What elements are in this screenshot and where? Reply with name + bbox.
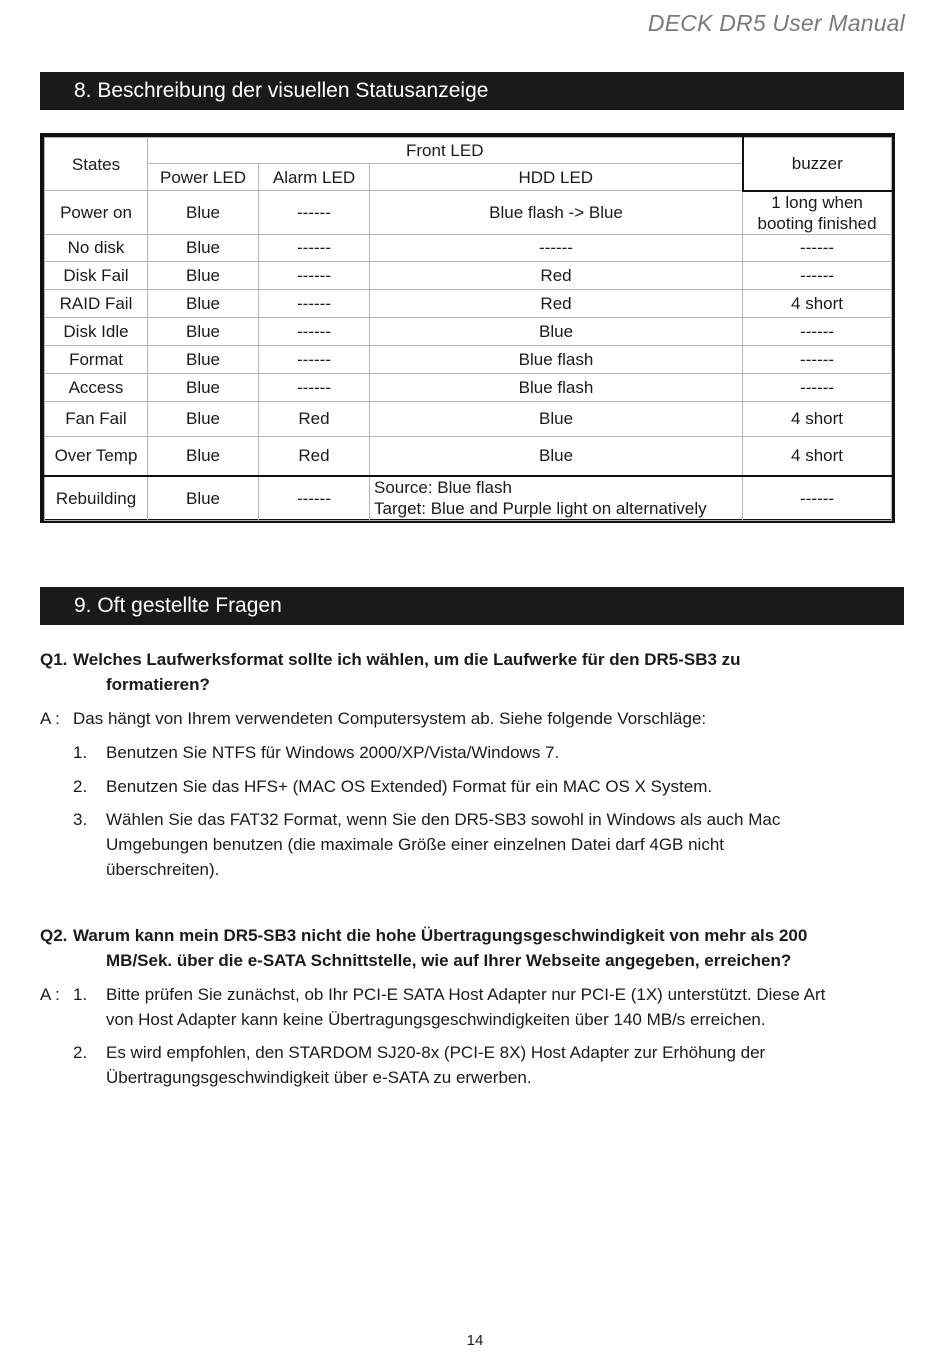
alarm-led-cell: ------ <box>259 317 370 345</box>
item-line-3: überschreiten). <box>106 860 220 879</box>
table-row <box>45 373 892 401</box>
state-cell: Power on <box>45 191 148 235</box>
state-cell: Access <box>45 373 148 401</box>
power-led-cell: Blue <box>148 401 259 436</box>
state-cell: Rebuilding <box>45 476 148 520</box>
question-line-1: Warum kann mein DR5-SB3 nicht die hohe Übertragungsgeschwindigkeit von mehr als 200 <box>73 926 808 945</box>
item-line-1: Bitte prüfen Sie zunächst, ob Ihr PCI-E SATA Host Adapter nur PCI-E (1X) unterstützt. Diese Art <box>106 985 826 1004</box>
alarm-led-cell: Red <box>259 436 370 476</box>
answer-label: A : <box>40 709 60 728</box>
section-8-heading: 8. Beschreibung der visuellen Statusanzeige <box>40 72 904 110</box>
table-row <box>45 191 892 235</box>
item-line-1: Es wird empfohlen, den STARDOM SJ20-8x (PCI-E 8X) Host Adapter zur Erhöhung der <box>106 1043 766 1062</box>
list-item <box>73 982 910 1032</box>
item-line-2: von Host Adapter kann keine Übertragungsgeschwindigkeiten über 140 MB/s erreichen. <box>106 1010 766 1029</box>
table-row <box>45 289 892 317</box>
item-line-2: Umgebungen benutzen (die maximale Größe einer einzelnen Datei darf 4GB nicht <box>106 835 725 854</box>
item-text <box>106 982 910 1032</box>
state-cell: Format <box>45 345 148 373</box>
state-cell: Disk Idle <box>45 317 148 345</box>
table-row <box>45 345 892 373</box>
item-number: 2. <box>73 1043 88 1062</box>
answer <box>40 982 910 1090</box>
list-item <box>73 740 910 765</box>
table-row <box>45 401 892 436</box>
question-text <box>73 923 910 973</box>
table-row <box>45 261 892 289</box>
hdd-led-cell: Red <box>370 261 743 289</box>
power-led-cell: Blue <box>148 234 259 261</box>
item-number: 2. <box>73 777 88 796</box>
buzzer-cell: ------ <box>743 234 892 261</box>
power-led-cell: Blue <box>148 373 259 401</box>
item-text <box>106 807 910 882</box>
question <box>40 647 910 697</box>
table-row <box>45 476 892 520</box>
question-label: Q2. <box>40 926 68 945</box>
power-led-cell: Blue <box>148 345 259 373</box>
hdd-led-cell: ------ <box>370 234 743 261</box>
header-front-led: Front LED <box>148 138 743 164</box>
list-item <box>73 774 910 799</box>
buzzer-cell: ------ <box>743 476 892 520</box>
alarm-led-cell: ------ <box>259 261 370 289</box>
page-number: 14 <box>466 1332 484 1349</box>
power-led-cell: Blue <box>148 289 259 317</box>
state-cell: Disk Fail <box>45 261 148 289</box>
answer-label: A : <box>40 985 60 1004</box>
item-number: 1. <box>73 985 88 1004</box>
item-line-1: Wählen Sie das FAT32 Format, wenn Sie den DR5-SB3 sowohl in Windows als auch Mac <box>106 810 781 829</box>
hdd-line-2: Target: Blue and Purple light on alternatively <box>374 499 707 519</box>
question <box>40 923 910 973</box>
list-item <box>73 1040 910 1090</box>
buzzer-cell: ------ <box>743 345 892 373</box>
buzzer-cell <box>743 191 892 235</box>
buzzer-line-2: booting finished <box>757 213 877 233</box>
power-led-cell: Blue <box>148 317 259 345</box>
list-item <box>73 807 910 882</box>
hdd-led-cell: Red <box>370 289 743 317</box>
power-led-cell: Blue <box>148 261 259 289</box>
header-buzzer: buzzer <box>743 138 892 191</box>
hdd-led-cell: Blue flash -> Blue <box>370 191 743 235</box>
item-number: 1. <box>73 743 88 762</box>
header-power-led: Power LED <box>148 164 259 191</box>
hdd-led-cell: Blue <box>370 317 743 345</box>
answer-intro: Das hängt von Ihrem verwendeten Computersystem ab. Siehe folgende Vorschläge: <box>73 709 707 728</box>
power-led-cell: Blue <box>148 191 259 235</box>
table-row <box>45 317 892 345</box>
buzzer-cell: 4 short <box>743 401 892 436</box>
buzzer-cell: ------ <box>743 317 892 345</box>
item-text: Benutzen Sie das HFS+ (MAC OS Extended) Format für ein MAC OS X System. <box>106 777 713 796</box>
alarm-led-cell: ------ <box>259 191 370 235</box>
table-header-row <box>45 138 892 164</box>
alarm-led-cell: ------ <box>259 373 370 401</box>
buzzer-cell: ------ <box>743 261 892 289</box>
faq-q1 <box>40 647 910 882</box>
power-led-cell: Blue <box>148 476 259 520</box>
hdd-line-1: Source: Blue flash <box>374 478 512 498</box>
hdd-led-cell: Blue flash <box>370 373 743 401</box>
table-row <box>45 436 892 476</box>
question-line-1: Welches Laufwerksformat sollte ich wählen, um die Laufwerke für den DR5-SB3 zu <box>73 650 741 669</box>
alarm-led-cell: ------ <box>259 289 370 317</box>
question-label: Q1. <box>40 650 68 669</box>
answer <box>40 706 910 882</box>
item-line-2: Übertragungsgeschwindigkeit über e-SATA zu erwerben. <box>106 1068 532 1087</box>
state-cell: RAID Fail <box>45 289 148 317</box>
question-text <box>73 647 910 697</box>
header-states: States <box>45 138 148 191</box>
faq-q2 <box>40 923 910 1090</box>
buzzer-cell: 4 short <box>743 289 892 317</box>
state-cell: Fan Fail <box>45 401 148 436</box>
status-led-table <box>40 133 895 523</box>
power-led-cell: Blue <box>148 436 259 476</box>
buzzer-line-1: 1 long when <box>771 192 863 212</box>
hdd-led-cell <box>370 476 743 520</box>
hdd-led-cell: Blue <box>370 436 743 476</box>
manual-header-title: DECK DR5 User Manual <box>647 10 905 36</box>
item-text <box>106 1040 910 1090</box>
section-9-heading: 9. Oft gestellte Fragen <box>40 587 904 625</box>
question-line-2: MB/Sek. über die e-SATA Schnittstelle, wie auf Ihrer Webseite angegeben, erreichen? <box>106 951 792 970</box>
item-number: 3. <box>73 810 88 829</box>
state-cell: Over Temp <box>45 436 148 476</box>
header-alarm-led: Alarm LED <box>259 164 370 191</box>
buzzer-cell: ------ <box>743 373 892 401</box>
state-cell: No disk <box>45 234 148 261</box>
hdd-led-cell: Blue <box>370 401 743 436</box>
item-text: Benutzen Sie NTFS für Windows 2000/XP/Vista/Windows 7. <box>106 743 560 762</box>
question-line-2: formatieren? <box>106 675 210 694</box>
header-hdd-led: HDD LED <box>370 164 743 191</box>
hdd-led-cell: Blue flash <box>370 345 743 373</box>
alarm-led-cell: ------ <box>259 476 370 520</box>
buzzer-cell: 4 short <box>743 436 892 476</box>
table-row <box>45 234 892 261</box>
alarm-led-cell: ------ <box>259 234 370 261</box>
alarm-led-cell: Red <box>259 401 370 436</box>
alarm-led-cell: ------ <box>259 345 370 373</box>
